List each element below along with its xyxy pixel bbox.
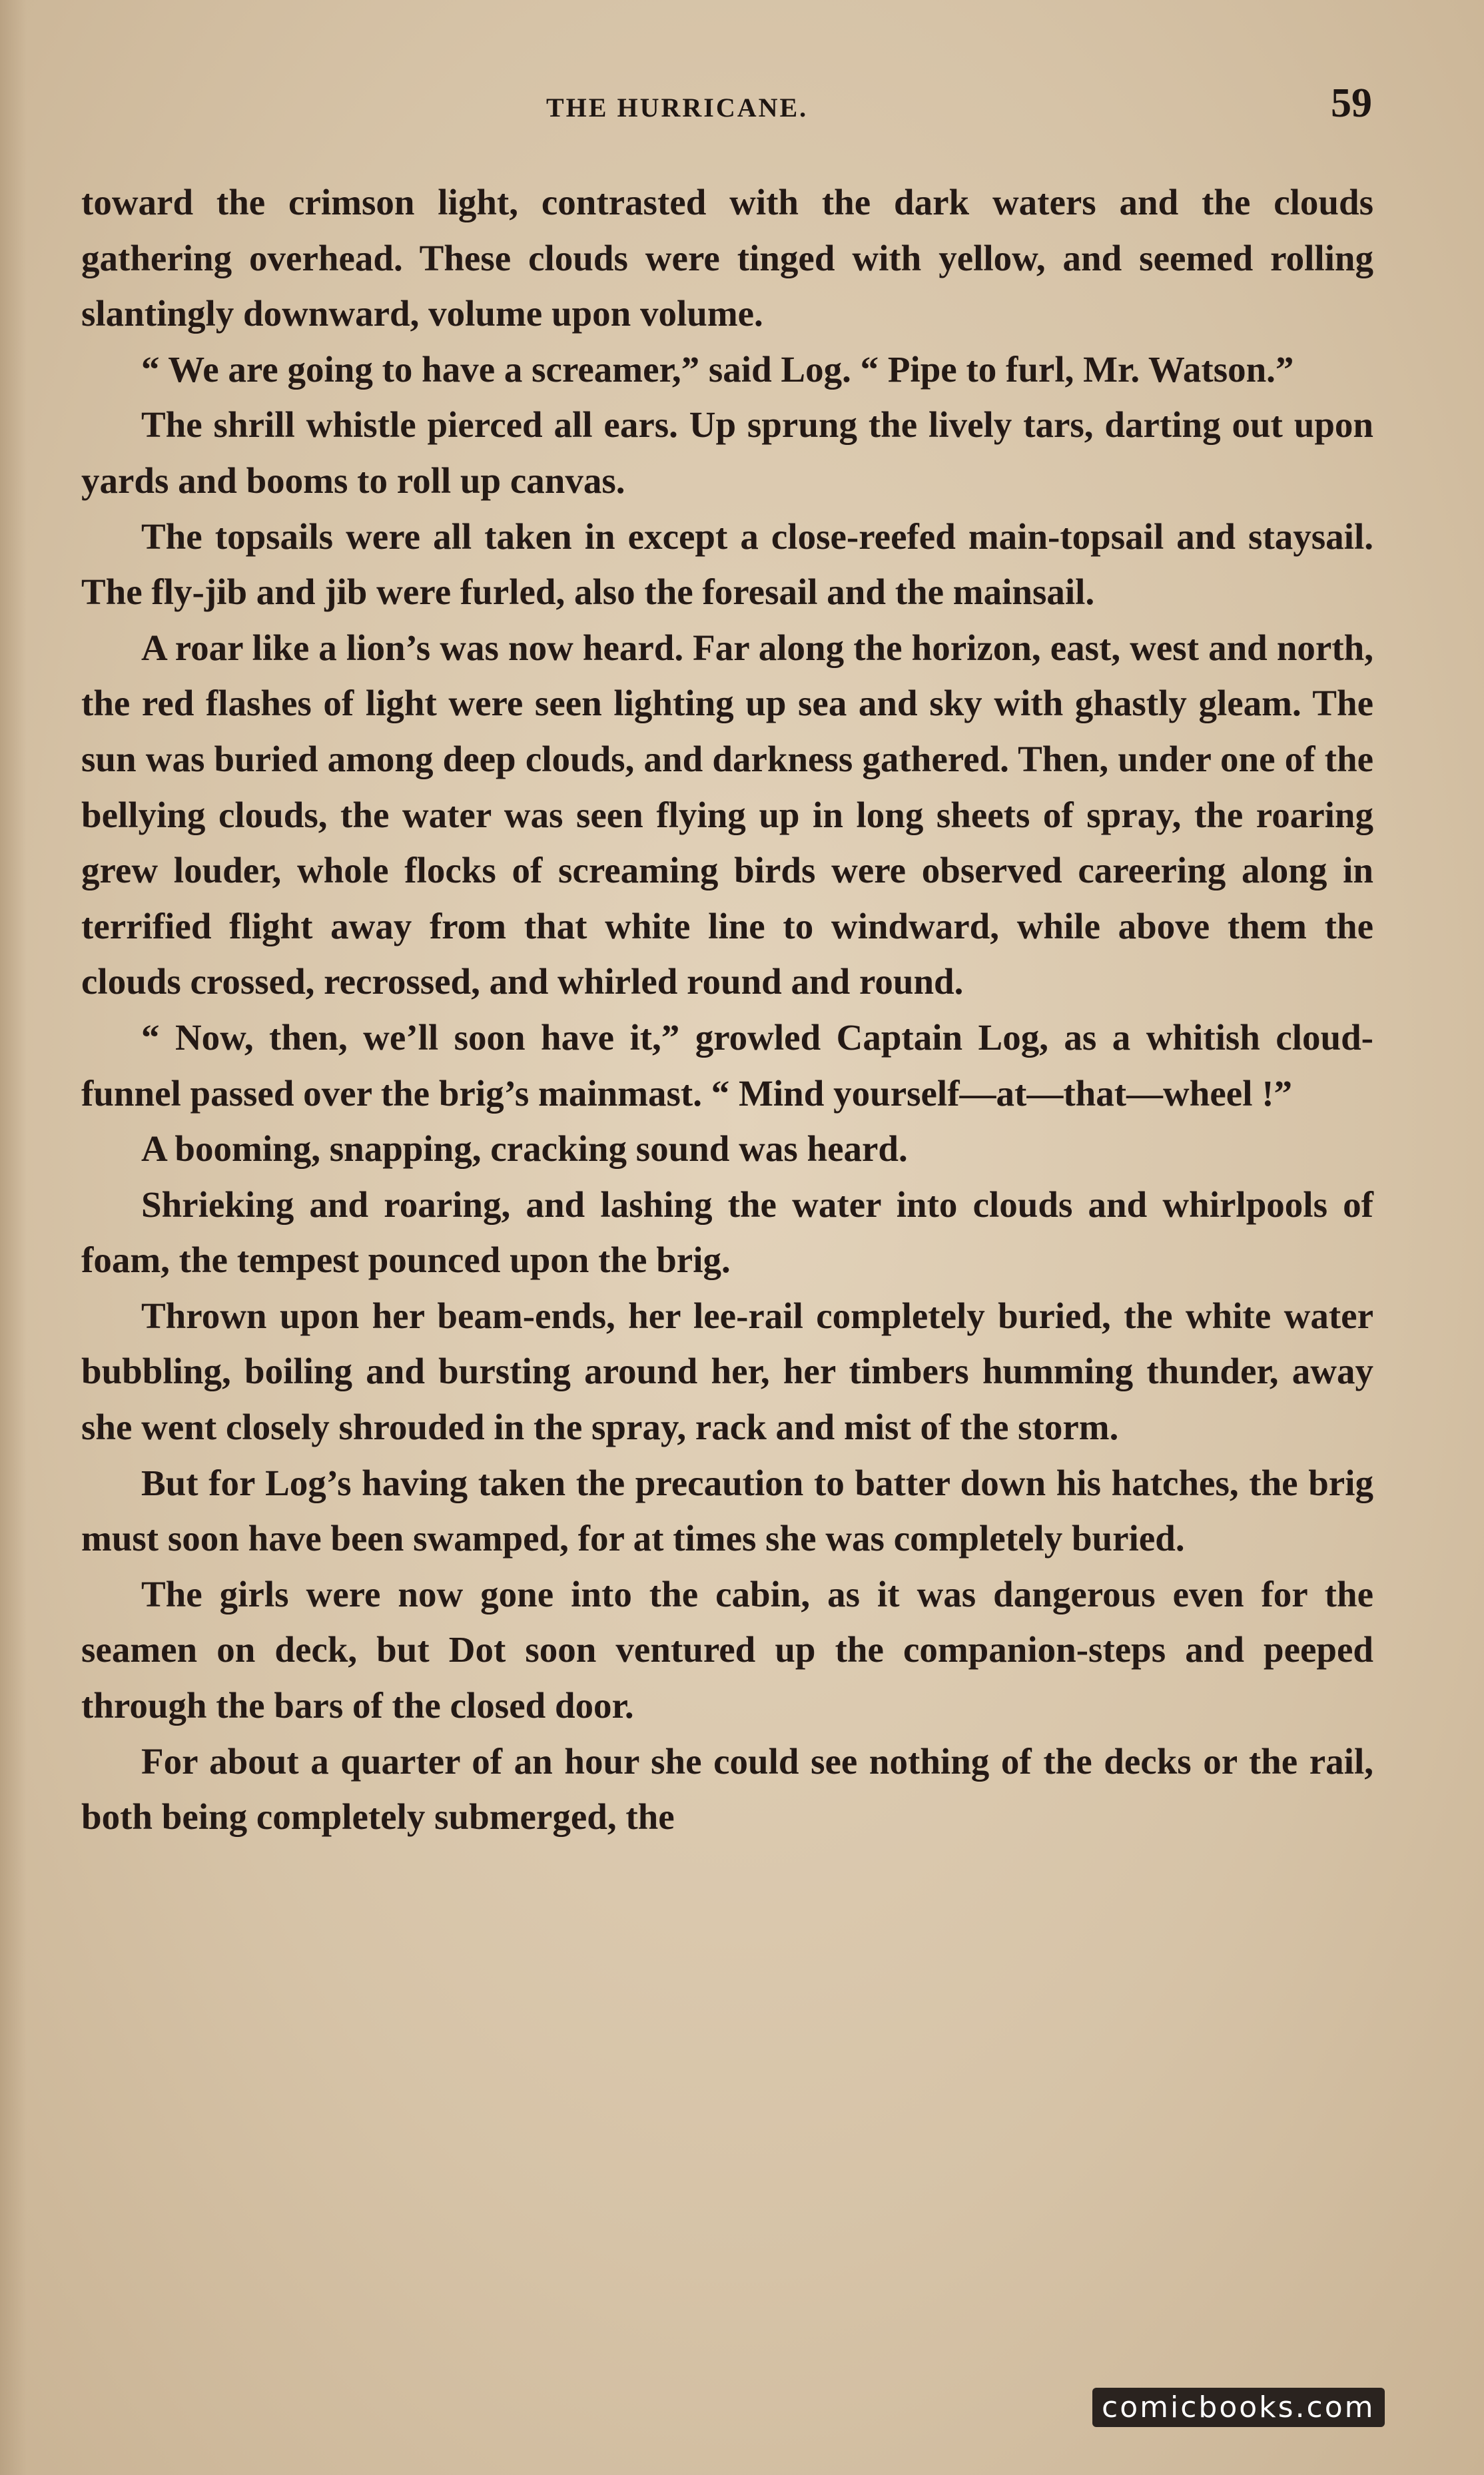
- paragraph: For about a quarter of an hour she could see nothing of the decks or the rail, both being completely submerged, the: [81, 1740, 1373, 1838]
- page-number: 59: [1331, 81, 1372, 126]
- running-head: THE HURRICANE.: [546, 93, 809, 123]
- paragraph: But for Log’s having taken the precaution to batter down his hatches, the brig must soon have been swamped, for at times she was completely buried.: [81, 1462, 1373, 1559]
- paragraph: “ Now, then, we’ll soon have it,” growled Captain Log, as a whitish cloud-funnel passed over the brig’s mainmast. “ Mind yourself—at—that—wheel !”: [81, 1016, 1373, 1114]
- paragraph: Shrieking and roaring, and lashing the water into clouds and whirlpools of foam, the tempest pounced upon the brig.: [81, 1184, 1373, 1281]
- paragraph: A roar like a lion’s was now heard. Far along the horizon, east, west and north, the red flashes of light were seen lighting up sea and sky with ghastly gleam. The sun was buried among deep clouds, and darkness gathered. Then, under one of the bellying clouds, the water was seen flying up in long sheets of spray, the roaring grew louder, whole flocks of screaming birds were observed careering along in terrified flight away from that white line to windward, while above them the clouds crossed, recrossed, and whirled round and round.: [81, 627, 1373, 1002]
- paragraph: The girls were now gone into the cabin, as it was dangerous even for the seamen on deck, but Dot soon ventured up the companion-steps and peeped through the bars of the closed door.: [81, 1573, 1373, 1726]
- paragraph: toward the crimson light, contrasted with the dark waters and the clouds gathering overhead. These clouds were tinged with yellow, and seemed rolling slantingly downward, volume upon volume.: [81, 182, 1373, 334]
- body-text: [81, 175, 1373, 1845]
- site-watermark: comicbooks.com: [1092, 2388, 1385, 2427]
- page-edge-shadow: [0, 0, 27, 2475]
- paragraph: The topsails were all taken in except a close-reefed main-topsail and staysail. The fly-jib and jib were furled, also the foresail and the mainsail.: [81, 516, 1373, 613]
- paragraph: A booming, snapping, cracking sound was heard.: [141, 1128, 908, 1170]
- paragraph: The shrill whistle pierced all ears. Up sprung the lively tars, darting out upon yards and booms to roll up canvas.: [81, 404, 1373, 501]
- paragraph: Thrown upon her beam-ends, her lee-rail completely buried, the white water bubbling, boiling and bursting around her, her timbers humming thunder, away she went closely shrouded in the spray, rack and mist of the storm.: [81, 1295, 1373, 1448]
- paragraph: “ We are going to have a screamer,” said Log. “ Pipe to furl, Mr. Watson.”: [141, 348, 1294, 390]
- page-header: [80, 80, 1379, 140]
